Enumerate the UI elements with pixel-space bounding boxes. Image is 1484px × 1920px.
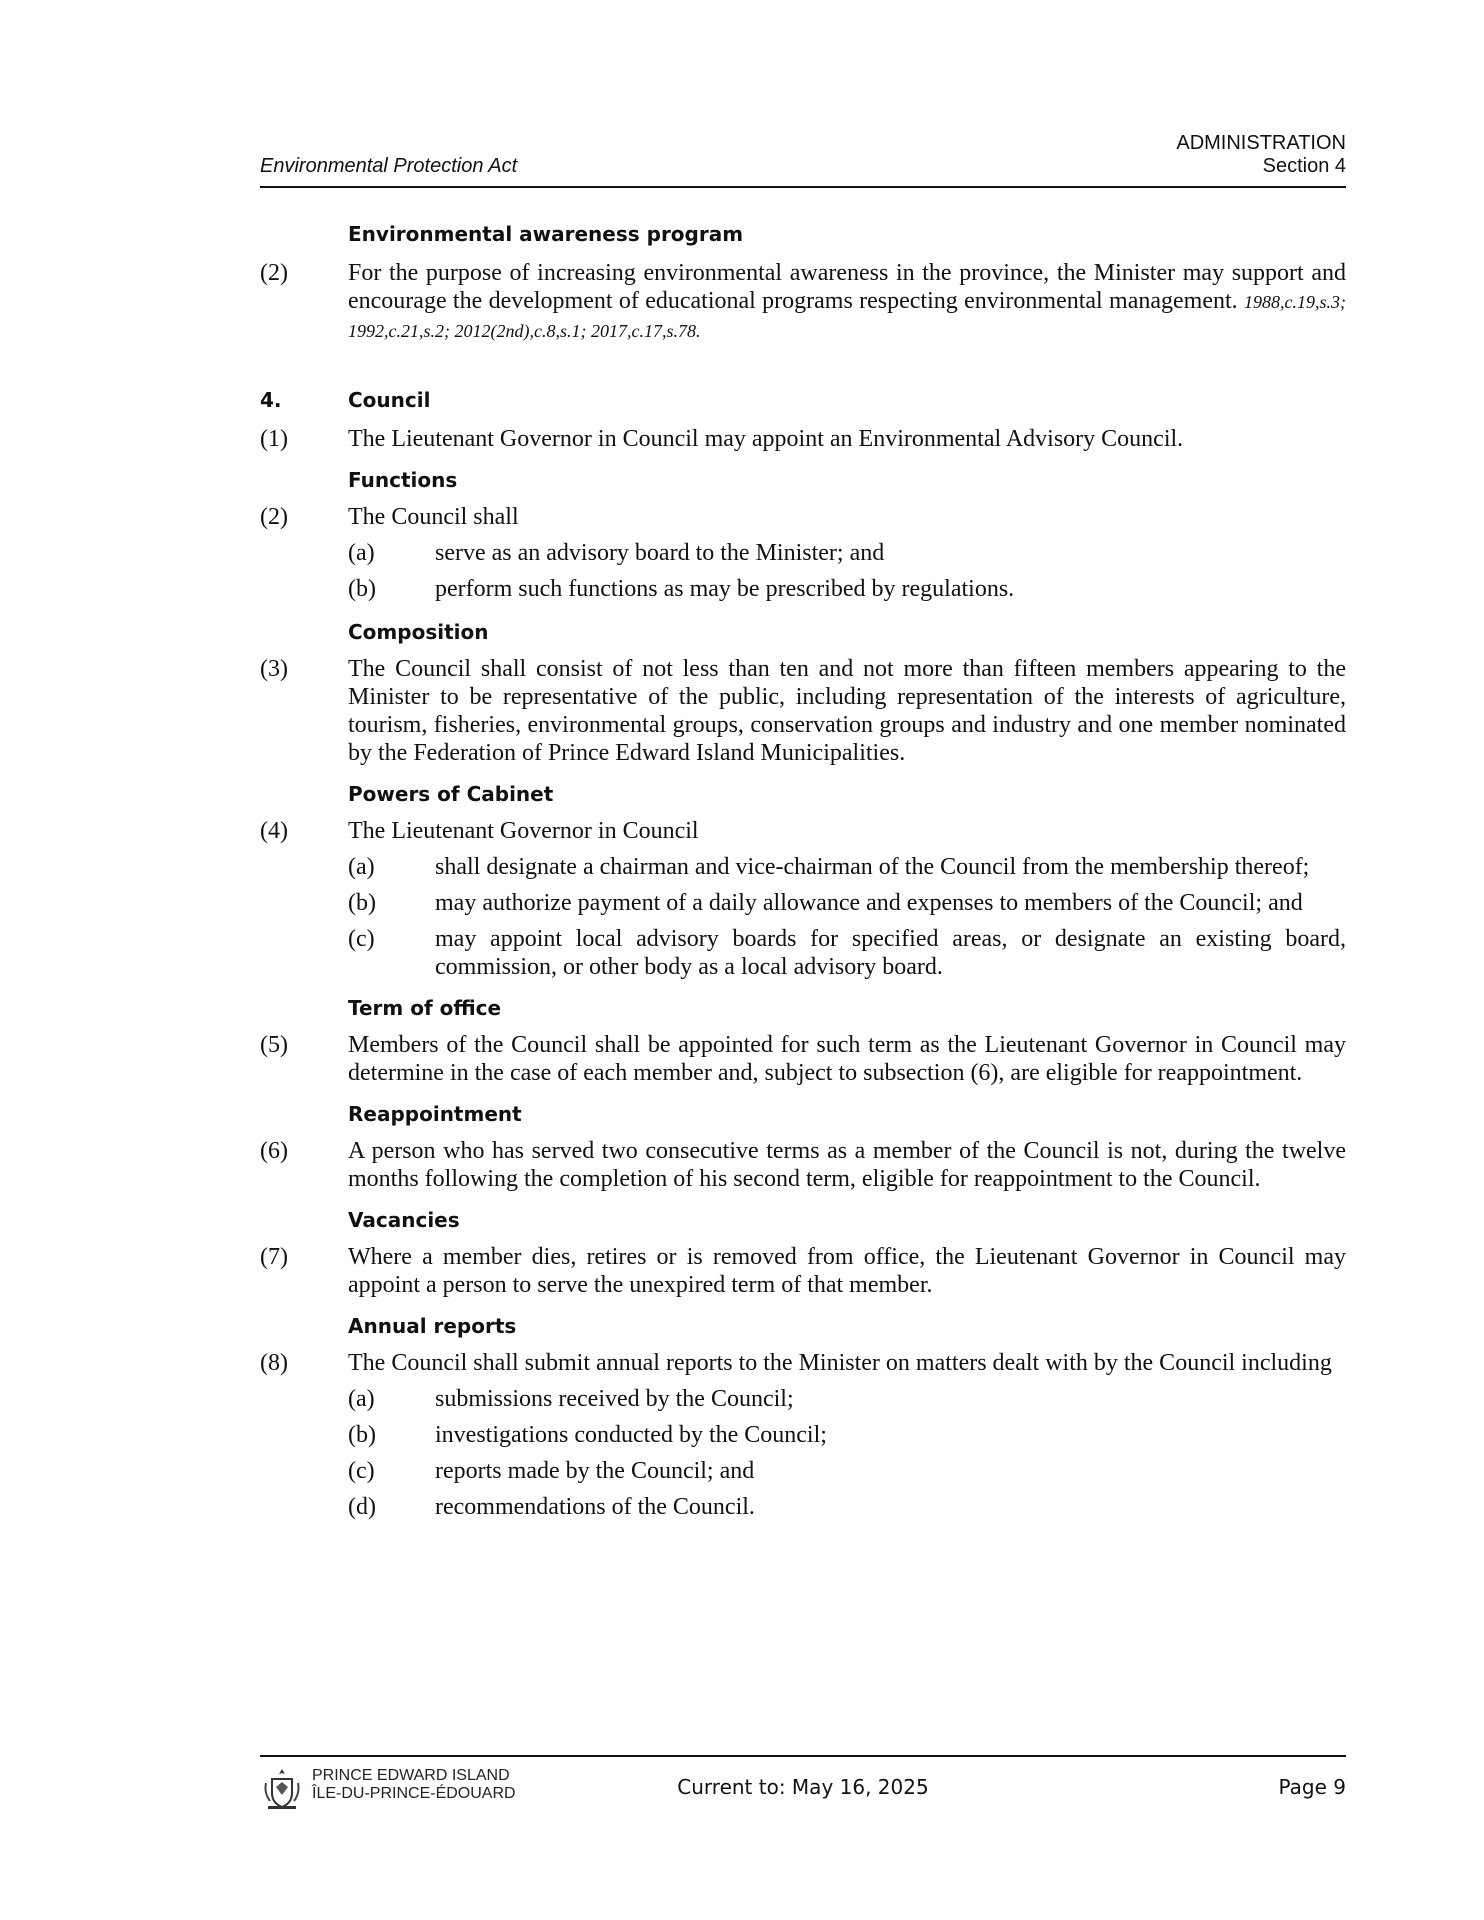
subsection-paragraph [260, 1137, 1346, 1193]
part-title: ADMINISTRATION [1176, 132, 1346, 154]
clause-label: (a) [348, 540, 375, 566]
subsection-text: The Council shall consist of not less than ten and not more than fifteen members appearing to the Minister to be representative of the public, including representation of the interests of agriculture, tourism, fisheries, environmental groups, conservation groups and industry and one member nominated by the Federation of Prince Edward Island Municipalities. [348, 656, 1346, 766]
subsection-text [348, 259, 1346, 345]
subsection-text: The Lieutenant Governor in Council [348, 818, 699, 844]
clause-label: (a) [348, 1386, 375, 1412]
paragraph-text: For the purpose of increasing environmental awareness in the province, the Minister may support and encourage the development of educational programs respecting environmental management. [348, 260, 1346, 314]
subsection-heading: Term of office [348, 996, 502, 1020]
clause-text: serve as an advisory board to the Minister; and [435, 540, 885, 566]
subsection-text: The Council shall submit annual reports to the Minister on matters dealt with by the Council including [348, 1350, 1332, 1376]
subsection-number: (2) [260, 504, 288, 530]
subsection-text: The Lieutenant Governor in Council may appoint an Environmental Advisory Council. [348, 426, 1184, 452]
document-page [260, 0, 1346, 1920]
subsection-number: (7) [260, 1244, 288, 1270]
subsection-heading: Vacancies [348, 1208, 460, 1232]
clause-text: shall designate a chairman and vice-chairman of the Council from the membership thereof; [435, 854, 1310, 880]
legislative-citation: 1988,c.19,s.3; 1992,c.21,s.2; 2012(2nd),c.8,s.1; 2017,c.17,s.78. [348, 292, 1347, 341]
subsection-number: (2) [260, 260, 288, 286]
subsection-paragraph [260, 425, 1346, 453]
act-title: Environmental Protection Act [260, 155, 518, 177]
clause-label: (b) [348, 890, 376, 916]
subsection-paragraph [260, 1349, 1346, 1377]
clause-text: may authorize payment of a daily allowance and expenses to members of the Council; and [435, 890, 1303, 916]
subsection-number: (8) [260, 1350, 288, 1376]
subsection-number: (1) [260, 426, 288, 452]
province-name-en: PRINCE EDWARD ISLAND [312, 1767, 510, 1784]
document-body [260, 221, 1346, 1521]
province-name-fr: ÎLE-DU-PRINCE-ÉDOUARD [312, 1785, 516, 1802]
page-number: Page 9 [1278, 1775, 1346, 1799]
clause-text: perform such functions as may be prescribed by regulations. [435, 576, 1015, 602]
clause-text: may appoint local advisory boards for specified areas, or designate an existing board, commission, or other body as a local advisory board. [435, 926, 1346, 980]
clause-label: (a) [348, 854, 375, 880]
subsection-paragraph [260, 1243, 1346, 1299]
current-to-date: Current to: May 16, 2025 [677, 1775, 929, 1799]
subsection-number: (3) [260, 656, 288, 682]
subsection-paragraph [260, 259, 1346, 345]
subsection-heading: Annual reports [348, 1314, 517, 1338]
clause-item [348, 539, 1346, 567]
clause-label: (d) [348, 1494, 376, 1520]
subsection-heading: Composition [348, 620, 489, 644]
clause-item [348, 1493, 1346, 1521]
clause-label: (c) [348, 926, 375, 952]
subsection-heading: Functions [348, 468, 458, 492]
subsection-heading: Powers of Cabinet [348, 782, 554, 806]
subsection-text: Where a member dies, retires or is removed from office, the Lieutenant Governor in Council may appoint a person to serve the unexpired term of that member. [348, 1244, 1346, 1298]
section-label: Section 4 [1262, 155, 1346, 177]
subsection-paragraph [260, 503, 1346, 531]
clause-item [348, 575, 1346, 603]
subsection-text: A person who has served two consecutive terms as a member of the Council is not, during the twelve months following the completion of his second term, eligible for reappointment to the Council. [348, 1138, 1346, 1192]
clause-label: (b) [348, 1422, 376, 1448]
page-header [260, 126, 1346, 188]
clause-text: investigations conducted by the Council; [435, 1422, 827, 1448]
running-head [1176, 132, 1346, 178]
clause-item [348, 853, 1346, 881]
subsection-paragraph [260, 655, 1346, 767]
clause-item [348, 1457, 1346, 1485]
clause-text: reports made by the Council; and [435, 1458, 755, 1484]
clause-label: (b) [348, 576, 376, 602]
subsection-paragraph [260, 817, 1346, 845]
subsection-heading: Reappointment [348, 1102, 522, 1126]
subsection-number: (6) [260, 1138, 288, 1164]
subsection-text: Members of the Council shall be appointed for such term as the Lieutenant Governor in Council may determine in the case of each member and, subject to subsection (6), are eligible for reappointment. [348, 1032, 1346, 1086]
subsection-number: (4) [260, 818, 288, 844]
subsection-text: The Council shall [348, 504, 519, 530]
clause-text: submissions received by the Council; [435, 1386, 794, 1412]
section-heading [260, 387, 1346, 413]
subsection-heading: Environmental awareness program [348, 222, 744, 246]
clause-item [348, 925, 1346, 981]
page-footer [260, 1755, 1346, 1817]
clause-item [348, 889, 1346, 917]
clause-label: (c) [348, 1458, 375, 1484]
subsection-number: (5) [260, 1032, 288, 1058]
subsection-paragraph [260, 1031, 1346, 1087]
clause-text: recommendations of the Council. [435, 1494, 755, 1520]
section-title: Council [348, 388, 431, 412]
clause-item [348, 1421, 1346, 1449]
section-number: 4. [260, 388, 282, 412]
clause-item [348, 1385, 1346, 1413]
